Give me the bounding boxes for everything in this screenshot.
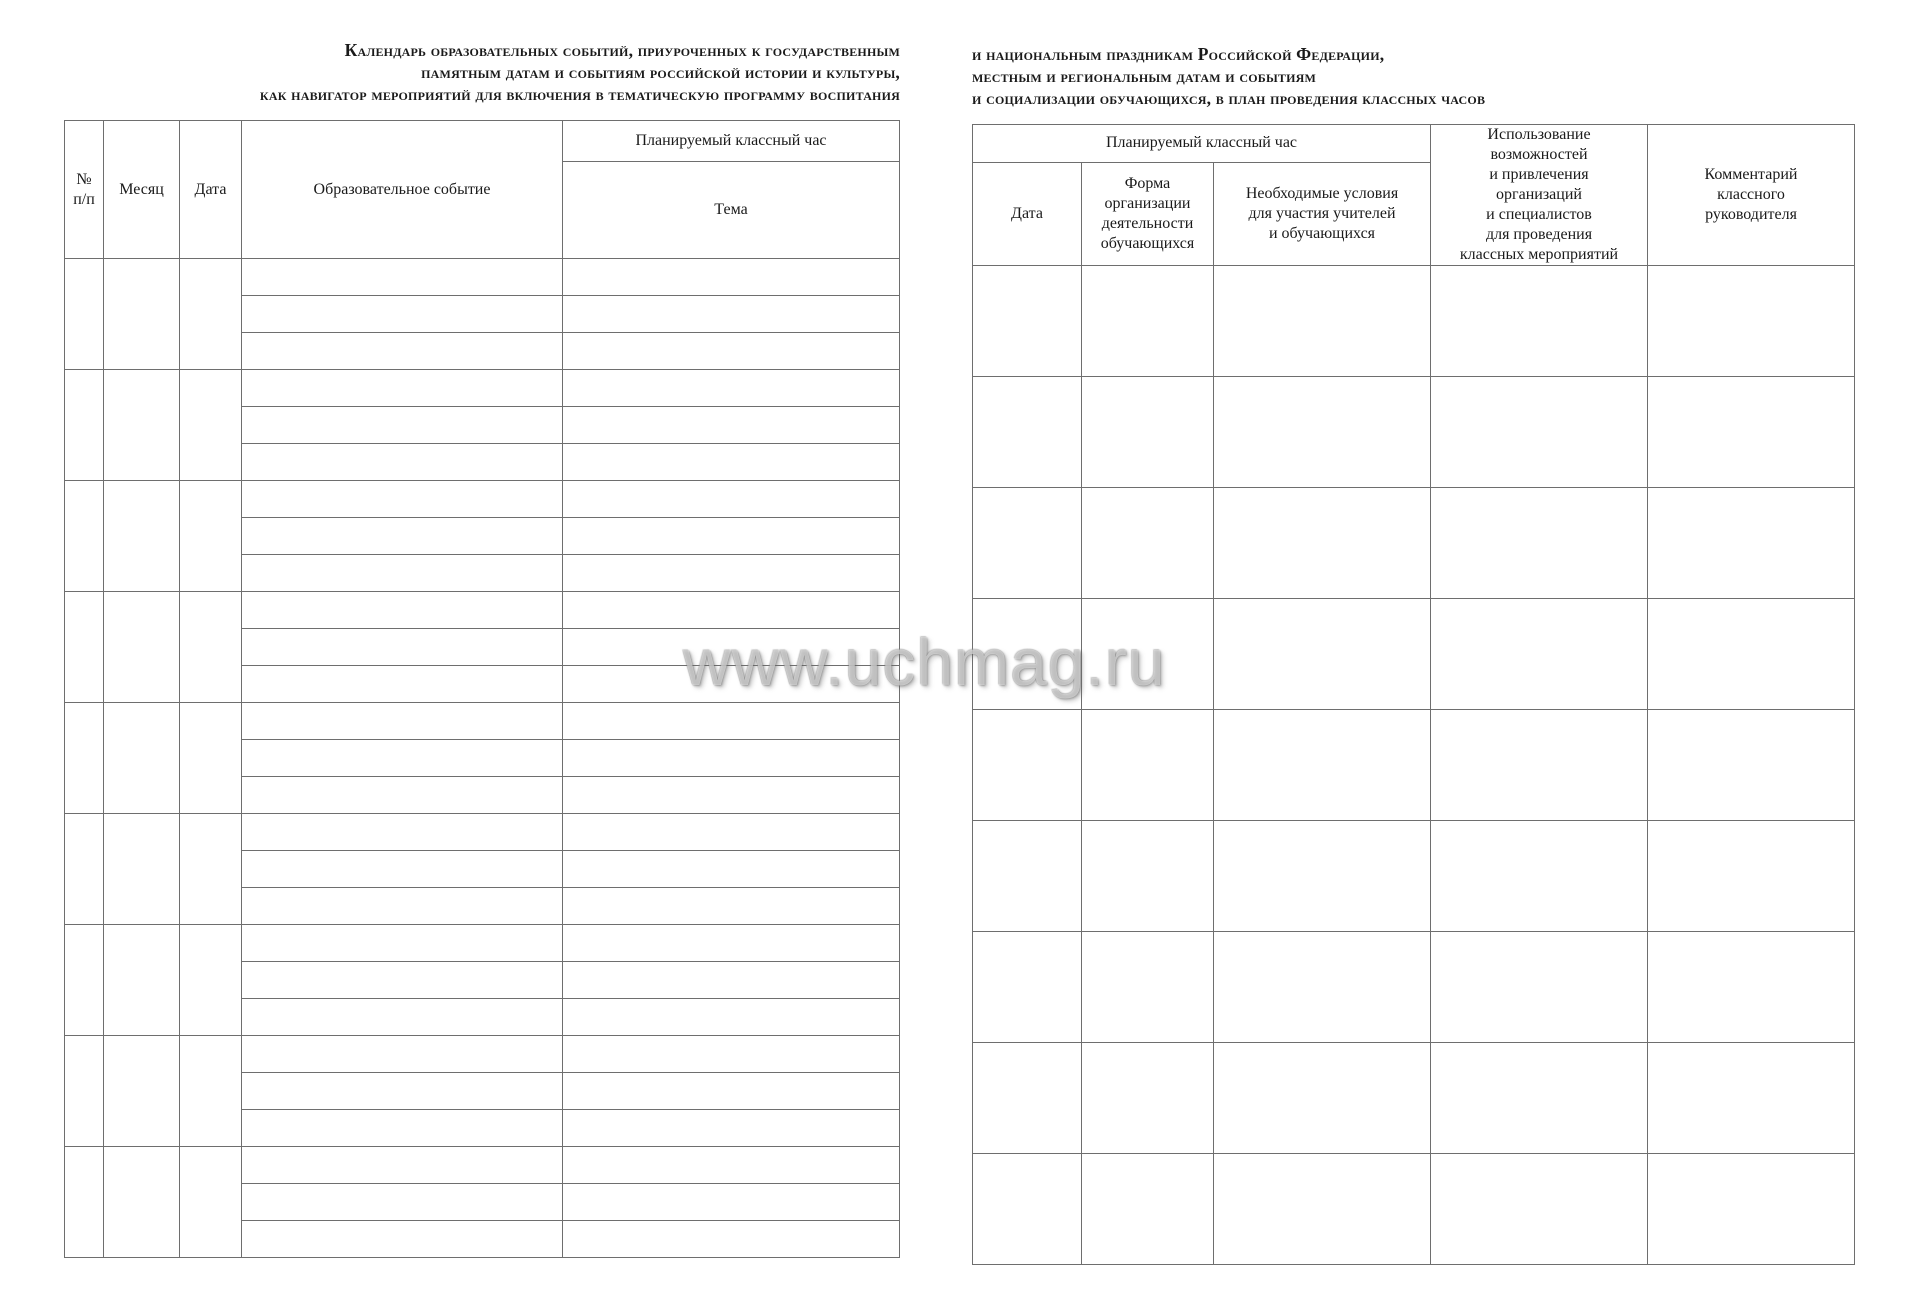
header-teacher-comment: Комментарий классного руководителя (1648, 125, 1855, 266)
date-cell[interactable] (180, 1147, 242, 1258)
conditions-cell[interactable] (1214, 1043, 1431, 1154)
event-cell[interactable] (242, 555, 563, 592)
date-cell[interactable] (180, 814, 242, 925)
date-cell[interactable] (180, 481, 242, 592)
event-cell[interactable] (242, 481, 563, 518)
table-row (973, 488, 1855, 599)
topic-cell[interactable] (563, 296, 900, 333)
comment-cell[interactable] (1648, 710, 1855, 821)
topic-cell[interactable] (563, 1221, 900, 1258)
topic-cell[interactable] (563, 888, 900, 925)
left-event-calendar-table (64, 120, 900, 1258)
header-educational-event: Образовательное событие (242, 121, 563, 259)
number-cell[interactable] (65, 814, 104, 925)
table-row (65, 703, 900, 740)
month-cell[interactable] (104, 370, 180, 481)
topic-cell[interactable] (563, 1073, 900, 1110)
event-cell[interactable] (242, 259, 563, 296)
resources-cell[interactable] (1431, 377, 1648, 488)
topic-cell[interactable] (563, 1036, 900, 1073)
left-title-line: Календарь образовательных событий, приуроченных к государственным (344, 40, 900, 60)
event-cell[interactable] (242, 777, 563, 814)
number-cell[interactable] (65, 925, 104, 1036)
activity-form-cell[interactable] (1082, 599, 1214, 710)
topic-cell[interactable] (563, 925, 900, 962)
topic-cell[interactable] (563, 962, 900, 999)
table-row (973, 1154, 1855, 1265)
event-cell[interactable] (242, 888, 563, 925)
date-cell[interactable] (180, 925, 242, 1036)
table-row (973, 599, 1855, 710)
table-row (65, 925, 900, 962)
resources-cell[interactable] (1431, 1043, 1648, 1154)
table-row (973, 377, 1855, 488)
header-number: № п/п (65, 121, 104, 259)
comment-cell[interactable] (1648, 1154, 1855, 1265)
resources-cell[interactable] (1431, 710, 1648, 821)
right-class-hour-plan-table (972, 124, 1855, 1265)
table-row (973, 821, 1855, 932)
topic-cell[interactable] (563, 481, 900, 518)
resources-cell[interactable] (1431, 932, 1648, 1043)
activity-form-cell[interactable] (1082, 821, 1214, 932)
comment-cell[interactable] (1648, 266, 1855, 377)
activity-form-cell[interactable] (1082, 488, 1214, 599)
left-table-body (65, 259, 900, 1258)
conditions-cell[interactable] (1214, 266, 1431, 377)
table-row (973, 710, 1855, 821)
conditions-cell[interactable] (1214, 932, 1431, 1043)
header-activity-form: Форма организации деятельности обучающихся (1082, 162, 1214, 265)
event-cell[interactable] (242, 1110, 563, 1147)
event-cell[interactable] (242, 1147, 563, 1184)
activity-form-cell[interactable] (1082, 1154, 1214, 1265)
event-cell[interactable] (242, 962, 563, 999)
date-cell[interactable] (973, 932, 1082, 1043)
table-row (65, 814, 900, 851)
date-cell[interactable] (180, 1036, 242, 1147)
topic-cell[interactable] (563, 666, 900, 703)
topic-cell[interactable] (563, 259, 900, 296)
header-planned-class-hour: Планируемый классный час (563, 121, 900, 162)
month-cell[interactable] (104, 814, 180, 925)
activity-form-cell[interactable] (1082, 377, 1214, 488)
header-date: Дата (180, 121, 242, 259)
event-cell[interactable] (242, 1073, 563, 1110)
event-cell[interactable] (242, 333, 563, 370)
topic-cell[interactable] (563, 740, 900, 777)
number-cell[interactable] (65, 592, 104, 703)
left-page-title (60, 39, 900, 105)
event-cell[interactable] (242, 999, 563, 1036)
right-page-title (972, 43, 1872, 109)
watermark: www.uchmag.ru (683, 625, 1166, 699)
event-cell[interactable] (242, 370, 563, 407)
event-cell[interactable] (242, 629, 563, 666)
date-cell[interactable] (973, 821, 1082, 932)
topic-cell[interactable] (563, 333, 900, 370)
comment-cell[interactable] (1648, 821, 1855, 932)
date-cell[interactable] (973, 377, 1082, 488)
topic-cell[interactable] (563, 777, 900, 814)
month-cell[interactable] (104, 1147, 180, 1258)
conditions-cell[interactable] (1214, 821, 1431, 932)
event-cell[interactable] (242, 592, 563, 629)
comment-cell[interactable] (1648, 377, 1855, 488)
number-cell[interactable] (65, 1147, 104, 1258)
left-title-line: как навигатор мероприятий для включения в тематическую программу воспитания (259, 84, 900, 104)
header-month: Месяц (104, 121, 180, 259)
date-cell[interactable] (973, 1043, 1082, 1154)
table-row (65, 1036, 900, 1073)
event-cell[interactable] (242, 814, 563, 851)
left-title-line: памятным датам и событиям российской истории и культуры, (421, 62, 900, 82)
event-cell[interactable] (242, 1221, 563, 1258)
number-cell[interactable] (65, 703, 104, 814)
event-cell[interactable] (242, 518, 563, 555)
table-row (973, 1043, 1855, 1154)
table-row (65, 1147, 900, 1184)
header-required-conditions: Необходимые условия для участия учителей и обучающихся (1214, 162, 1431, 265)
number-cell[interactable] (65, 259, 104, 370)
table-row (973, 932, 1855, 1043)
topic-cell[interactable] (563, 444, 900, 481)
event-cell[interactable] (242, 1184, 563, 1221)
activity-form-cell[interactable] (1082, 266, 1214, 377)
date-cell[interactable] (973, 266, 1082, 377)
number-cell[interactable] (65, 1036, 104, 1147)
table-row (65, 481, 900, 518)
topic-cell[interactable] (563, 999, 900, 1036)
event-cell[interactable] (242, 1036, 563, 1073)
topic-cell[interactable] (563, 407, 900, 444)
topic-cell[interactable] (563, 1110, 900, 1147)
resources-cell[interactable] (1431, 821, 1648, 932)
event-cell[interactable] (242, 703, 563, 740)
conditions-cell[interactable] (1214, 488, 1431, 599)
right-title-line: и национальным праздникам Российской Федерации, (972, 44, 1385, 64)
topic-cell[interactable] (563, 1184, 900, 1221)
conditions-cell[interactable] (1214, 710, 1431, 821)
month-cell[interactable] (104, 703, 180, 814)
event-cell[interactable] (242, 851, 563, 888)
date-cell[interactable] (973, 1154, 1082, 1265)
comment-cell[interactable] (1648, 1043, 1855, 1154)
month-cell[interactable] (104, 1036, 180, 1147)
topic-cell[interactable] (563, 370, 900, 407)
table-row (65, 259, 900, 296)
resources-cell[interactable] (1431, 599, 1648, 710)
date-cell[interactable] (973, 488, 1082, 599)
event-cell[interactable] (242, 407, 563, 444)
right-title-line: местным и региональным датам и событиям (972, 66, 1317, 86)
conditions-cell[interactable] (1214, 1154, 1431, 1265)
header-planned-class-hour: Планируемый классный час (973, 125, 1431, 163)
activity-form-cell[interactable] (1082, 710, 1214, 821)
event-cell[interactable] (242, 444, 563, 481)
topic-cell[interactable] (563, 1147, 900, 1184)
header-resources: Использование возможностей и привлечения организаций и специалистов для проведения классных мероприятий (1431, 125, 1648, 266)
table-row (973, 266, 1855, 377)
event-cell[interactable] (242, 666, 563, 703)
month-cell[interactable] (104, 925, 180, 1036)
date-cell[interactable] (180, 592, 242, 703)
topic-cell[interactable] (563, 851, 900, 888)
topic-cell[interactable] (563, 518, 900, 555)
date-cell[interactable] (180, 370, 242, 481)
activity-form-cell[interactable] (1082, 1043, 1214, 1154)
resources-cell[interactable] (1431, 488, 1648, 599)
header-topic: Тема (563, 162, 900, 259)
event-cell[interactable] (242, 740, 563, 777)
topic-cell[interactable] (563, 592, 900, 629)
date-cell[interactable] (180, 703, 242, 814)
table-row (65, 370, 900, 407)
comment-cell[interactable] (1648, 599, 1855, 710)
topic-cell[interactable] (563, 814, 900, 851)
comment-cell[interactable] (1648, 488, 1855, 599)
activity-form-cell[interactable] (1082, 932, 1214, 1043)
topic-cell[interactable] (563, 629, 900, 666)
month-cell[interactable] (104, 481, 180, 592)
topic-cell[interactable] (563, 703, 900, 740)
conditions-cell[interactable] (1214, 599, 1431, 710)
month-cell[interactable] (104, 592, 180, 703)
number-cell[interactable] (65, 370, 104, 481)
event-cell[interactable] (242, 925, 563, 962)
number-cell[interactable] (65, 481, 104, 592)
date-cell[interactable] (973, 710, 1082, 821)
event-cell[interactable] (242, 296, 563, 333)
table-row (65, 592, 900, 629)
conditions-cell[interactable] (1214, 377, 1431, 488)
header-date: Дата (973, 162, 1082, 265)
comment-cell[interactable] (1648, 932, 1855, 1043)
right-title-line: и социализации обучающихся, в план проведения классных часов (972, 88, 1486, 108)
resources-cell[interactable] (1431, 266, 1648, 377)
topic-cell[interactable] (563, 555, 900, 592)
right-table-body (973, 266, 1855, 1265)
date-cell[interactable] (973, 599, 1082, 710)
month-cell[interactable] (104, 259, 180, 370)
resources-cell[interactable] (1431, 1154, 1648, 1265)
date-cell[interactable] (180, 259, 242, 370)
